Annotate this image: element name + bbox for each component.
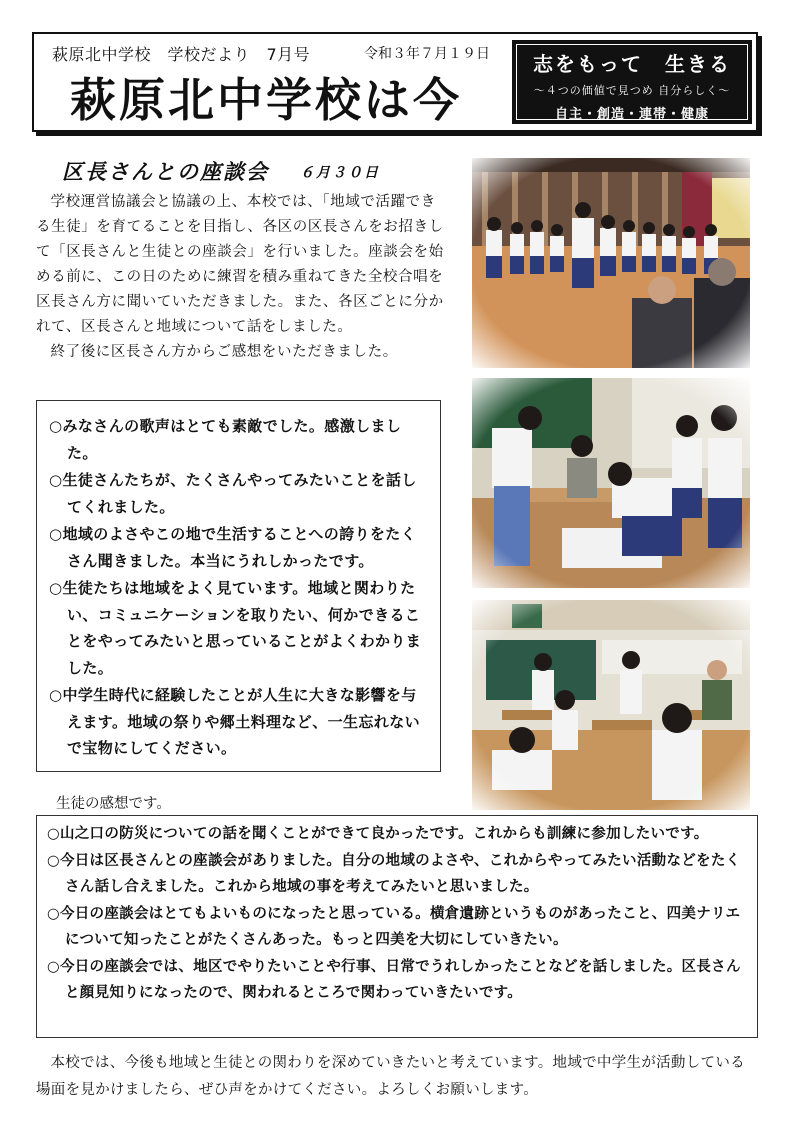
student-comments-label: 生徒の感想です。 <box>56 796 171 812</box>
intro-paragraph: 学校運営協議会と協議の上、本校では、「地域で活躍できる生徒」を育てることを目指し、各区の区長さんをお招きして「区長さんと生徒との座談会」を行いました。座談会を始める前に、この日のために練習を積み重ねてきた全校合唱を区長さん方に聞いていただきました。また、各区ごとに分かれて、区長さんと地域について話をしました。 <box>36 194 444 335</box>
issue-date: 令和３年７月１９日 <box>364 46 490 62</box>
newsletter-header <box>32 32 758 132</box>
photo-students-at-desks <box>472 600 750 810</box>
intro-paragraph-2: 終了後に区長さん方からご感想をいただきました。 <box>50 344 398 360</box>
school-motto-box <box>512 40 752 124</box>
chief-comment: ○生徒さんたちが、たくさんやってみたいことを話してくれました。 <box>49 471 417 516</box>
student-comment: ○今日の座談会では、地区でやりたいことや行事、日常でうれしかったことなどを話しました。区長さんと顔見知りになったので、関われるところで関わっていきたいです。 <box>47 958 741 1001</box>
article-intro <box>36 190 444 365</box>
issue-info: 萩原北中学校 学校だより 7月号 <box>52 45 311 64</box>
photo-choir-in-gym <box>472 158 750 368</box>
student-comments-box <box>36 815 758 1038</box>
chief-comment: ○生徒たちは地域をよく見ています。地域と関わりたい、コミュニケーションを取りたい、何かできることをやってみたいと思っていることがよくわかりました。 <box>49 579 422 677</box>
motto-main: 志をもって 生きる <box>533 52 731 76</box>
newsletter-title: 萩原北中学校は今 <box>70 73 462 127</box>
student-comment: ○今日の座談会はとてもよいものになったと思っている。横倉遺跡というものがあったこと、四美ナリエについて知ったことがたくさんあった。もっと四美を大切にしていきたい。 <box>47 905 741 948</box>
article-date: ６月３０日 <box>300 165 380 181</box>
student-comment: ○山之口の防災についての話を聞くことができて良かったです。これからも訓練に参加したいです。 <box>47 826 709 842</box>
closing-paragraph: 本校では、今後も地域と生徒との関わりを深めていきたいと考えています。地域で中学生が活動している場面を見かけましたら、ぜひ声をかけてください。よろしくお願いします。 <box>36 1055 745 1098</box>
article-title: 区長さんとの座談会 <box>62 160 269 184</box>
chief-comment: ○中学生時代に経験したことが人生に大きな影響を与えます。地域の祭りや郷土料理など、一生忘れないで宝物にしてください。 <box>49 686 421 757</box>
motto-values: 自主・創造・連帯・健康 <box>554 107 709 122</box>
chief-comment: ○地域のよさやこの地で生活することへの誇りをたくさん聞きました。本当にうれしかったです。 <box>49 525 417 570</box>
student-comment: ○今日は区長さんとの座談会がありました。自分の地域のよさや、これからやってみたい活動などをたくさん話し合えました。これから地域の事を考えてみたいと思いました。 <box>47 852 741 895</box>
motto-sub: ～４つの価値で見つめ 自分らしく～ <box>533 84 731 97</box>
photo-classroom-discussion <box>472 378 750 588</box>
chief-comments-box <box>36 400 441 772</box>
chief-comment: ○みなさんの歌声はとても素敵でした。感激しました。 <box>49 417 402 462</box>
